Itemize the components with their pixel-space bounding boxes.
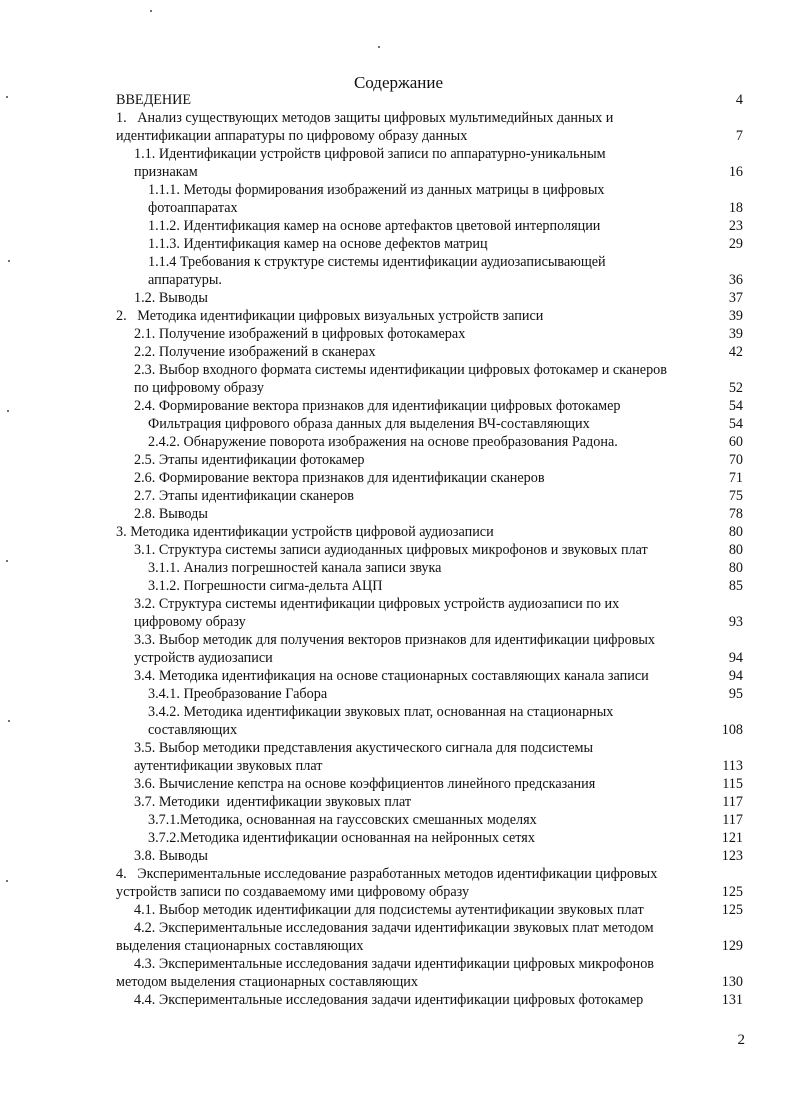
toc-entry — [0, 667, 797, 685]
toc-entry-page: 36 — [728, 272, 743, 288]
toc-entry — [0, 631, 797, 649]
toc-entry-page: 29 — [728, 236, 743, 252]
toc-entry-text: 3.7.2.Методика идентификации основанная на нейронных сетях — [148, 830, 535, 846]
scan-speck — [150, 10, 152, 12]
toc-entry-page: 131 — [721, 992, 743, 1008]
toc-entry — [0, 433, 797, 451]
toc-entry-page: 123 — [721, 848, 743, 864]
toc-entry-text: 3.4. Методика идентификация на основе стационарных составляющих канала записи — [134, 668, 649, 684]
toc-entry-page: 39 — [728, 326, 743, 342]
toc-entry-page: 71 — [728, 470, 743, 486]
toc-entry-text: 3.7. Методики идентификации звуковых плат — [134, 794, 412, 810]
toc-entry-text: 2.4.2. Обнаружение поворота изображения на основе преобразования Радона. — [148, 434, 618, 450]
toc-entry — [0, 487, 797, 505]
toc-entry — [0, 91, 797, 109]
toc-entry — [0, 613, 797, 631]
toc-entry-text: 1.1.2. Идентификация камер на основе артефактов цветовой интерполяции — [148, 218, 601, 234]
toc-entry — [0, 523, 797, 541]
toc-entry-text: 3.6. Вычисление кепстра на основе коэффициентов линейного предсказания — [134, 776, 596, 792]
scan-speck — [6, 560, 8, 562]
toc-entry-page: 42 — [728, 344, 743, 360]
toc-entry — [0, 955, 797, 973]
scan-speck — [8, 260, 10, 262]
toc-entry — [0, 865, 797, 883]
toc-entry-page: 80 — [728, 542, 743, 558]
toc-entry — [0, 253, 797, 271]
toc-entry-page: 80 — [728, 560, 743, 576]
toc-entry-text: 2.3. Выбор входного формата системы идентификации цифровых фотокамер и сканеров — [134, 362, 667, 378]
toc-entry-text: 1.1.1. Методы формирования изображений из данных матрицы в цифровых — [148, 182, 605, 198]
toc-entry-page: 94 — [728, 668, 743, 684]
toc-entry-text: 2.7. Этапы идентификации сканеров — [134, 488, 354, 504]
toc-entry-page: 130 — [721, 974, 743, 990]
toc-entry-text: 4.4. Экспериментальные исследования задачи идентификации цифровых фотокамер — [134, 992, 644, 1008]
toc-entry-text: 1.2. Выводы — [134, 290, 208, 306]
toc-entry-page: 54 — [728, 398, 743, 414]
toc-entry — [0, 109, 797, 127]
toc-entry-text: 2.5. Этапы идентификации фотокамер — [134, 452, 365, 468]
toc-entry — [0, 937, 797, 955]
toc-entry — [0, 307, 797, 325]
toc-entry-text: аутентификации звуковых плат — [134, 758, 323, 774]
toc-entry — [0, 289, 797, 307]
toc-entry-text: 3.4.1. Преобразование Габора — [148, 686, 328, 702]
toc-entry — [0, 505, 797, 523]
toc-entry — [0, 577, 797, 595]
toc-entry-page: 80 — [728, 524, 743, 540]
toc-entry — [0, 595, 797, 613]
toc-entry — [0, 973, 797, 991]
toc-entry-page: 60 — [728, 434, 743, 450]
toc-entry — [0, 847, 797, 865]
table-of-contents — [0, 91, 797, 1009]
toc-entry-page: 7 — [735, 128, 743, 144]
toc-entry-text: 3.3. Выбор методик для получения векторов признаков для идентификации цифровых — [134, 632, 656, 648]
toc-entry-page: 125 — [721, 902, 743, 918]
toc-entry-text: 2.4. Формирование вектора признаков для идентификации цифровых фотокамер — [134, 398, 621, 414]
toc-entry-text: 4.3. Экспериментальные исследования задачи идентификации цифровых микрофонов — [134, 956, 655, 972]
toc-entry-text: идентификации аппаратуры по цифровому образу данных — [116, 128, 468, 144]
toc-entry-page: 70 — [728, 452, 743, 468]
toc-entry-page: 117 — [722, 812, 743, 828]
toc-entry-page: 54 — [728, 416, 743, 432]
toc-entry-page: 129 — [721, 938, 743, 954]
toc-entry-text: 3.1.1. Анализ погрешностей канала записи звука — [148, 560, 442, 576]
scan-speck — [6, 96, 8, 98]
toc-entry-text: 4.2. Экспериментальные исследования задачи идентификации звуковых плат методом — [134, 920, 654, 936]
toc-entry-page: 121 — [721, 830, 743, 846]
toc-entry-text: 2.8. Выводы — [134, 506, 208, 522]
toc-entry-text: 3.1.2. Погрешности сигма-дельта АЦП — [148, 578, 383, 594]
toc-entry — [0, 343, 797, 361]
scan-speck — [8, 720, 10, 722]
toc-entry — [0, 775, 797, 793]
toc-entry-text: цифровому образу — [134, 614, 246, 630]
toc-entry — [0, 685, 797, 703]
scan-speck — [6, 880, 8, 882]
toc-entry — [0, 325, 797, 343]
toc-entry — [0, 379, 797, 397]
toc-entry — [0, 181, 797, 199]
toc-entry-text: 3.4.2. Методика идентификации звуковых плат, основанная на стационарных — [148, 704, 614, 720]
scan-speck — [378, 46, 380, 48]
toc-entry — [0, 397, 797, 415]
toc-entry-text: устройств записи по создаваемому ими цифровому образу — [116, 884, 470, 900]
toc-entry — [0, 541, 797, 559]
toc-entry-text: 3.8. Выводы — [134, 848, 208, 864]
scan-speck — [7, 410, 9, 412]
toc-entry-page: 95 — [728, 686, 743, 702]
toc-entry-text: выделения стационарных составляющих — [116, 938, 364, 954]
toc-entry-page: 117 — [722, 794, 743, 810]
toc-entry-text: 4. Экспериментальные исследование разработанных методов идентификации цифровых — [116, 866, 658, 882]
toc-entry-text: 1. Анализ существующих методов защиты цифровых мультимедийных данных и — [116, 110, 614, 126]
toc-entry — [0, 757, 797, 775]
toc-entry — [0, 991, 797, 1009]
toc-entry — [0, 649, 797, 667]
toc-entry-text: устройств аудиозаписи — [134, 650, 273, 666]
toc-entry — [0, 739, 797, 757]
toc-entry — [0, 127, 797, 145]
toc-entry-text: 4.1. Выбор методик идентификации для подсистемы аутентификации звуковых плат — [134, 902, 644, 918]
toc-entry-page: 85 — [728, 578, 743, 594]
toc-entry — [0, 235, 797, 253]
toc-entry-page: 37 — [728, 290, 743, 306]
toc-entry-text: 3. Методика идентификации устройств цифровой аудиозаписи — [116, 524, 494, 540]
toc-entry — [0, 217, 797, 235]
toc-entry-text: 3.1. Структура системы записи аудиоданных цифровых микрофонов и звуковых плат — [134, 542, 648, 558]
toc-entry — [0, 829, 797, 847]
toc-entry-text: Фильтрация цифрового образа данных для выделения ВЧ-составляющих — [148, 416, 590, 432]
toc-entry — [0, 811, 797, 829]
toc-entry — [0, 703, 797, 721]
toc-entry-page: 78 — [728, 506, 743, 522]
toc-entry — [0, 919, 797, 937]
toc-entry-text: 2. Методика идентификации цифровых визуальных устройств записи — [116, 308, 544, 324]
toc-entry-page: 113 — [722, 758, 743, 774]
toc-entry-text: 2.6. Формирование вектора признаков для идентификации сканеров — [134, 470, 545, 486]
toc-entry-text: 3.7.1.Методика, основанная на гауссовских смешанных моделях — [148, 812, 537, 828]
toc-entry-page: 18 — [728, 200, 743, 216]
toc-entry — [0, 145, 797, 163]
toc-entry-page: 23 — [728, 218, 743, 234]
toc-entry-text: 2.1. Получение изображений в цифровых фотокамерах — [134, 326, 466, 342]
toc-entry-page: 94 — [728, 650, 743, 666]
toc-entry-text: аппаратуры. — [148, 272, 222, 288]
toc-entry-page: 93 — [728, 614, 743, 630]
toc-entry-page: 39 — [728, 308, 743, 324]
toc-entry-text: методом выделения стационарных составляющих — [116, 974, 418, 990]
toc-entry-text: по цифровому образу — [134, 380, 264, 396]
toc-entry-text: 3.5. Выбор методики представления акустического сигнала для подсистемы — [134, 740, 594, 756]
toc-entry-text: 3.2. Структура системы идентификации цифровых устройств аудиозаписи по их — [134, 596, 620, 612]
page-number: 2 — [737, 1032, 745, 1048]
toc-entry-text: 2.2. Получение изображений в сканерах — [134, 344, 376, 360]
toc-entry — [0, 559, 797, 577]
toc-entry-text: 1.1.3. Идентификация камер на основе дефектов матриц — [148, 236, 488, 252]
toc-entry — [0, 361, 797, 379]
toc-entry — [0, 469, 797, 487]
toc-entry-text: составляющих — [148, 722, 238, 738]
toc-entry-page: 16 — [728, 164, 743, 180]
toc-entry-text: фотоаппаратах — [148, 200, 238, 216]
toc-entry — [0, 721, 797, 739]
toc-entry-page: 52 — [728, 380, 743, 396]
toc-entry — [0, 163, 797, 181]
toc-entry-text: 1.1. Идентификации устройств цифровой записи по аппаратурно-уникальным — [134, 146, 606, 162]
toc-entry — [0, 793, 797, 811]
toc-entry-page: 125 — [721, 884, 743, 900]
toc-entry-page: 75 — [728, 488, 743, 504]
toc-entry — [0, 415, 797, 433]
toc-entry-text: 1.1.4 Требования к структуре системы идентификации аудиозаписывающей — [148, 254, 606, 270]
toc-title: Содержание — [353, 73, 444, 92]
toc-entry — [0, 199, 797, 217]
toc-entry-text: признакам — [134, 164, 198, 180]
toc-entry-page: 4 — [735, 92, 743, 108]
toc-entry-page: 108 — [721, 722, 743, 738]
toc-entry — [0, 451, 797, 469]
toc-entry-page: 115 — [722, 776, 743, 792]
toc-entry — [0, 271, 797, 289]
toc-entry — [0, 901, 797, 919]
toc-entry-text: ВВЕДЕНИЕ — [116, 92, 192, 108]
toc-entry — [0, 883, 797, 901]
